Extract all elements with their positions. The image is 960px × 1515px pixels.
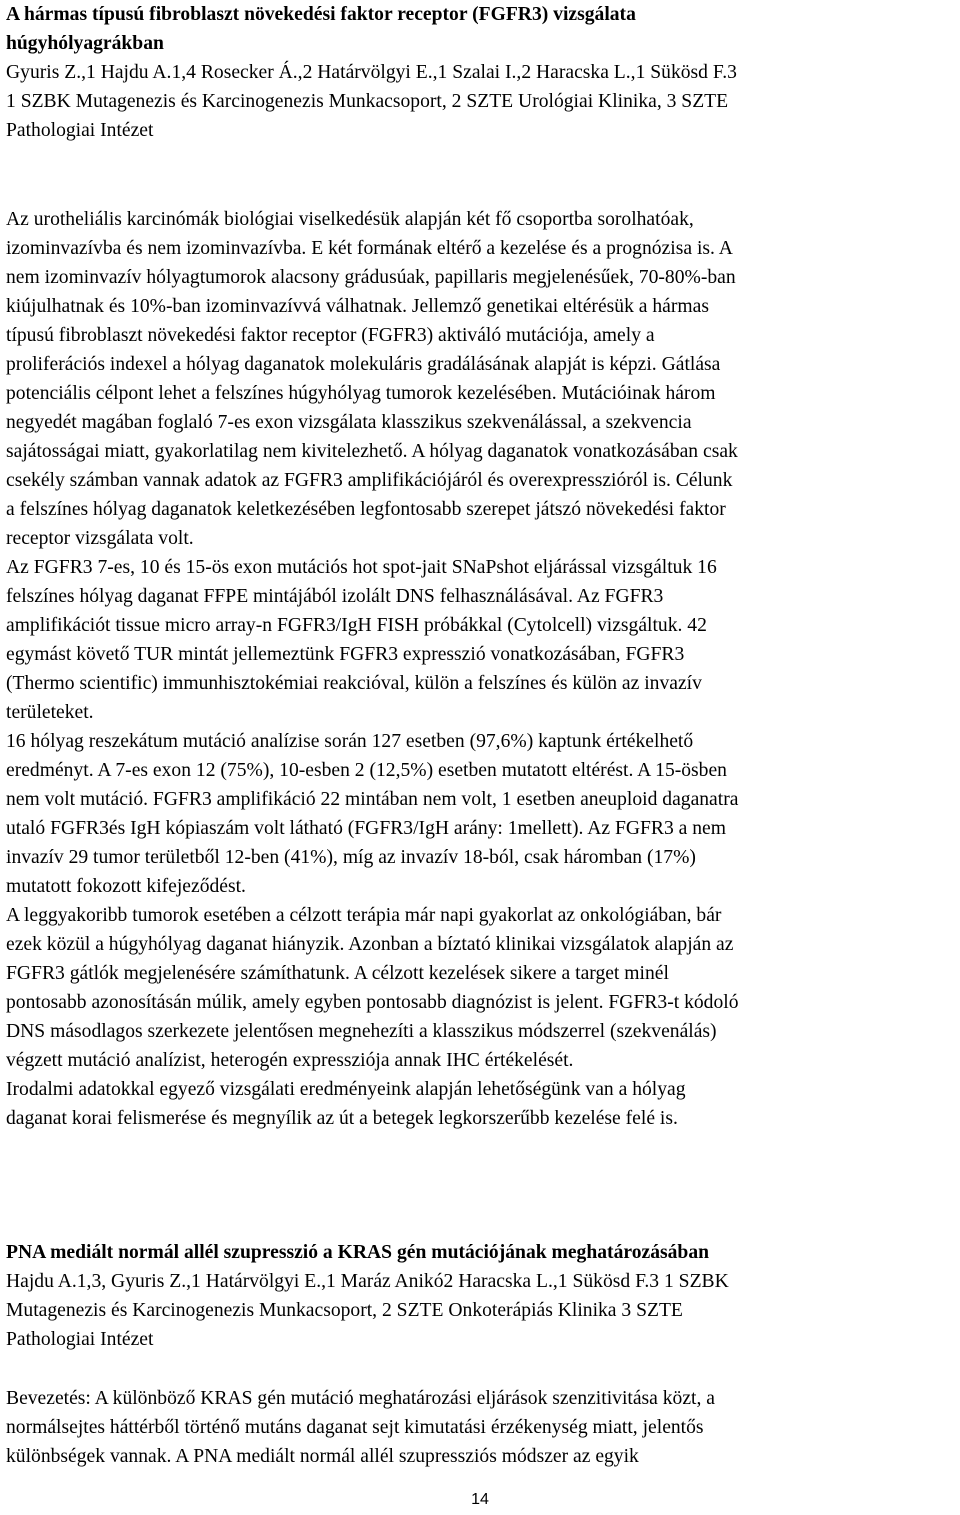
article1-body-line: (Thermo scientific) immunhisztokémiai reakcióval, külön a felszínes és külön az invazív: [6, 673, 702, 694]
article1-body-line: eredményt. A 7-es exon 12 (75%), 10-esben 2 (12,5%) esetben mutatott eltérést. A 15-ösben: [6, 760, 727, 781]
article1-body-line: FGFR3 gátlók megjelenésére számíthatunk. A célzott kezelések sikere a target minél: [6, 963, 669, 984]
article1-affiliation-line-1: 1 SZBK Mutagenezis és Karcinogenezis Munkacsoport, 2 SZTE Urológiai Klinika, 3 SZTE: [6, 91, 729, 112]
article1-title-line-1: A hármas típusú fibroblaszt növekedési faktor receptor (FGFR3) vizsgálata: [6, 4, 636, 25]
article2-body-line: különbségek vannak. A PNA mediált normál allél szupressziós módszer az egyik: [6, 1446, 639, 1467]
article1-body-line: sajátosságai miatt, gyakorlatilag nem kivitelezhető. A hólyag daganatok vonatkozásában csak: [6, 441, 738, 462]
article1-body-line: csekély számban vannak adatok az FGFR3 amplifikációjáról és overexpresszióról is. Célunk: [6, 470, 733, 491]
article2-body-line: Bevezetés: A különböző KRAS gén mutáció meghatározási eljárások szenzitivitása közt, a: [6, 1388, 715, 1409]
article1-body-line: nem izominvazív hólyagtumorok alacsony grádusúak, papillaris megjelenésűek, 70-80%-ban: [6, 267, 736, 288]
article1-body-line: pontosabb azonosításán múlik, amely egyben pontosabb diagnózist is jelent. FGFR3-t kódoló: [6, 992, 739, 1013]
article1-body-line: ezek közül a húgyhólyag daganat hiányzik. Azonban a bíztató klinikai vizsgálatok alapján az: [6, 934, 734, 955]
article1-body-line: A leggyakoribb tumorok esetében a célzott terápia már napi gyakorlat az onkológiában, bár: [6, 905, 722, 926]
article1-body-line: Az FGFR3 7-es, 10 és 15-ös exon mutációs hot spot-jait SNaPshot eljárással vizsgáltuk 16: [6, 557, 717, 578]
article1-body-line: 16 hólyag reszekátum mutáció analízise során 127 esetben (97,6%) kaptunk értékelhető: [6, 731, 694, 752]
page-number: 14: [471, 1491, 489, 1508]
article1-body-line: mutatott fokozott kifejeződést.: [6, 876, 246, 897]
article1-body-line: daganat korai felismerése és megnyílik az út a betegek legkorszerűbb kezelése felé is.: [6, 1108, 678, 1129]
article1-body-line: amplifikációt tissue micro array-n FGFR3/IgH FISH próbákkal (Cytolcell) vizsgáltuk. 42: [6, 615, 707, 636]
article1-body-line: DNS másodlagos szerkezete jelentősen megnehezíti a klasszikus módszerrel (szekvenálás): [6, 1021, 717, 1042]
article1-body-line: kiújulhatnak és 10%-ban izominvazívvá válhatnak. Jellemző genetikai eltérésük a hármas: [6, 296, 709, 317]
article2-title: PNA mediált normál allél szupresszió a KRAS gén mutációjának meghatározásában: [6, 1242, 710, 1263]
article2-body-line: normálsejtes háttérből történő mutáns daganat sejt kimutatási érzékenység miatt, jelentős: [6, 1417, 704, 1438]
article1-authors: Gyuris Z.,1 Hajdu A.1,4 Rosecker Á.,2 Határvölgyi E.,1 Szalai I.,2 Haracska L.,1 Sükösd F.3: [6, 62, 737, 83]
article2-authors-line-2: Mutagenezis és Karcinogenezis Munkacsoport, 2 SZTE Onkoterápiás Klinika 3 SZTE: [6, 1300, 683, 1321]
article1-body-line: egymást követő TUR mintát jellemeztünk FGFR3 expresszió vonatkozásában, FGFR3: [6, 644, 685, 665]
article1-affiliation-line-2: Pathologiai Intézet: [6, 120, 154, 141]
article1-body-line: proliferációs indexel a hólyag daganatok molekuláris gradálásának alapját is képzi. Gátlása: [6, 354, 721, 375]
article1-body-line: utaló FGFR3és IgH kópiaszám volt látható (FGFR3/IgH arány: 1mellett). Az FGFR3 a nem: [6, 818, 726, 839]
article1-body-line: receptor vizsgálata volt.: [6, 528, 194, 549]
article1-body-line: Irodalmi adatokkal egyező vizsgálati eredményeink alapján lehetőségünk van a hólyag: [6, 1079, 686, 1100]
article1-body-line: területeket.: [6, 702, 94, 723]
article2-authors-line-3: Pathologiai Intézet: [6, 1329, 154, 1350]
article1-body-line: felszínes hólyag daganat FFPE mintájából izolált DNS felhasználásával. Az FGFR3: [6, 586, 664, 607]
article1-body-line: potenciális célpont lehet a felszínes húgyhólyag tumorok kezelésében. Mutációinak három: [6, 383, 716, 404]
article1-title-line-2: húgyhólyagrákban: [6, 33, 164, 54]
article1-body-line: végzett mutáció analízist, heterogén expressziója annak IHC értékelését.: [6, 1050, 574, 1071]
article1-body-line: Az urotheliális karcinómák biológiai viselkedésük alapján két fő csoportba sorolhatóak,: [6, 209, 694, 230]
article1-body-line: nem volt mutáció. FGFR3 amplifikáció 22 mintában nem volt, 1 esetben aneuploid daganatra: [6, 789, 739, 810]
article2-authors-line-1: Hajdu A.1,3, Gyuris Z.,1 Határvölgyi E.,1 Maráz Anikó2 Haracska L.,1 Sükösd F.3 1 SZBK: [6, 1271, 729, 1292]
article1-body-line: negyedét magában foglaló 7-es exon vizsgálata klasszikus szekvenálással, a szekvencia: [6, 412, 692, 433]
article1-body-line: invazív 29 tumor területből 12-ben (41%), míg az invazív 18-ból, csak háromban (17%): [6, 847, 696, 868]
article1-body-line: típusú fibroblaszt növekedési faktor receptor (FGFR3) aktiváló mutációja, amely a: [6, 325, 655, 346]
article1-body-line: a felszínes hólyag daganatok keletkezésében legfontosabb szerepet játszó növekedési faktor: [6, 499, 726, 520]
article1-body-line: izominvazívba és nem izominvazívba. E két formának eltérő a kezelése és a prognózisa is. A: [6, 238, 733, 259]
